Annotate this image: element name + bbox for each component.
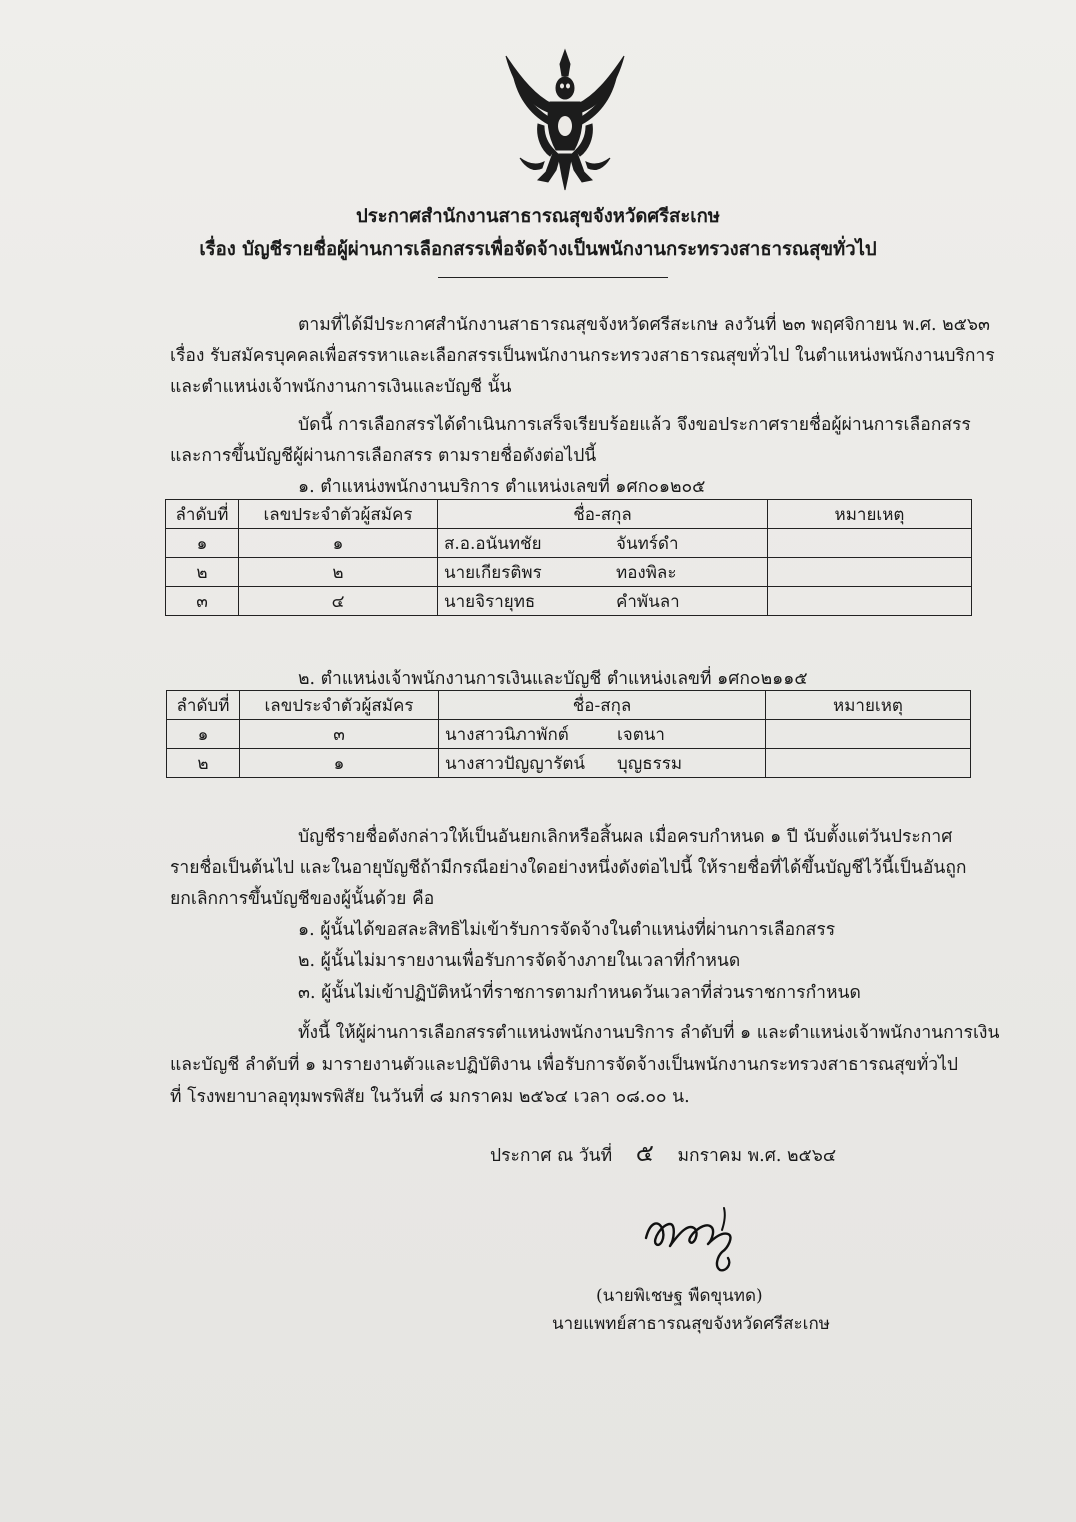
section2-table [166,690,971,778]
header-divider [438,277,668,278]
column-header-applicant-no: เลขประจำตัวผู้สมัคร [239,500,438,529]
report-line-2: และบัญชี ลำดับที่ ๑ มารายงานตัวและปฏิบัติงาน เพื่อรับการจัดจ้างเป็นพนักงานกระทรวงสาธารณสุขทั่วไป [170,1055,959,1075]
announcement-title: ประกาศสำนักงานสาธารณสุขจังหวัดศรีสะเกษ [355,206,721,227]
handwritten-signature [640,1198,750,1278]
first-name: นางสาวปัญญารัตน์ [445,753,586,774]
date-day: ๕ [635,1139,654,1167]
applicant-no-cell: ๓ [240,720,439,749]
garuda-emblem-icon [498,46,632,194]
table-row [166,558,972,587]
signatory-position: นายแพทย์สาธารณสุขจังหวัดศรีสะเกษ [552,1314,830,1334]
column-header-applicant-no: เลขประจำตัวผู้สมัคร [240,691,439,720]
order-cell: ๒ [166,558,239,587]
applicant-no-cell: ๒ [239,558,438,587]
table-header-row [166,500,972,529]
name-cell [438,558,768,587]
column-header-order: ลำดับที่ [166,500,239,529]
column-header-name: ชื่อ-สกุล [439,691,766,720]
name-cell [438,587,768,616]
announcement-subject: เรื่อง บัญชีรายชื่อผู้ผ่านการเลือกสรรเพื่อจัดจ้างเป็นพนักงานกระทรวงสาธารณสุขทั่วไป [199,239,877,260]
announce-line-1: บัดนี้ การเลือกสรรได้ดำเนินการเสร็จเรียบร้อยแล้ว จึงขอประกาศรายชื่อผู้ผ่านการเลือกสรร [298,415,971,435]
column-header-remark: หมายเหตุ [766,691,971,720]
intro-line-3: และตำแหน่งเจ้าพนักงานการเงินและบัญชี นั้น [170,377,512,397]
column-header-remark: หมายเหตุ [768,500,972,529]
date-line [490,1133,836,1172]
first-name: นายเกียรติพร [444,562,542,583]
name-cell [439,720,766,749]
table-row [167,749,971,778]
table-row [166,587,972,616]
order-cell: ๒ [167,749,240,778]
remark-cell [768,529,972,558]
applicant-no-cell: ๑ [239,529,438,558]
remark-cell [768,587,972,616]
order-cell: ๑ [167,720,240,749]
column-header-order: ลำดับที่ [167,691,240,720]
first-name: ส.อ.อนันทชัย [444,533,542,554]
section1-heading: ๑. ตำแหน่งพนักงานบริการ ตำแหน่งเลขที่ ๑ศก๐๑๒๐๕ [298,477,706,497]
remark-cell [766,720,971,749]
condition-1: ๑. ผู้นั้นได้ขอสละสิทธิไม่เข้ารับการจัดจ้างในตำแหน่งที่ผ่านการเลือกสรร [298,920,836,940]
last-name: ทองพิละ [616,562,677,583]
report-line-1: ทั้งนี้ ให้ผู้ผ่านการเลือกสรรตำแหน่งพนักงานบริการ ลำดับที่ ๑ และตำแหน่งเจ้าพนักงานการเงิน [298,1023,1000,1043]
applicant-no-cell: ๑ [240,749,439,778]
condition-2: ๒. ผู้นั้นไม่มารายงานเพื่อรับการจัดจ้างภายในเวลาที่กำหนด [298,951,741,971]
section2-heading: ๒. ตำแหน่งเจ้าพนักงานการเงินและบัญชี ตำแหน่งเลขที่ ๑ศก๐๒๑๑๕ [298,669,808,689]
report-line-3: ที่ โรงพยาบาลอุทุมพรพิสัย ในวันที่ ๘ มกราคม ๒๕๖๔ เวลา ๐๘.๐๐ น. [170,1087,690,1107]
table-header-row [167,691,971,720]
validity-line-1: บัญชีรายชื่อดังกล่าวให้เป็นอันยกเลิกหรือสิ้นผล เมื่อครบกำหนด ๑ ปี นับตั้งแต่วันประกาศ [298,827,953,847]
remark-cell [768,558,972,587]
announce-line-2: และการขึ้นบัญชีผู้ผ่านการเลือกสรร ตามรายชื่อดังต่อไปนี้ [170,446,597,466]
first-name: นายจิรายุทธ [444,591,536,612]
signatory-name: (นายพิเชษฐ พืดขุนทด) [596,1286,763,1306]
order-cell: ๑ [166,529,239,558]
condition-3: ๓. ผู้นั้นไม่เข้าปฏิบัติหน้าที่ราชการตามกำหนดวันเวลาที่ส่วนราชการกำหนด [298,983,861,1003]
last-name: บุญธรรม [617,753,683,774]
name-cell [439,749,766,778]
name-cell [438,529,768,558]
section1-table [165,499,972,616]
last-name: จันทร์ดำ [616,533,679,554]
date-rest: มกราคม พ.ศ. ๒๕๖๔ [677,1146,837,1166]
table-row [167,720,971,749]
first-name: นางสาวนิภาพักต์ [445,724,569,745]
applicant-no-cell: ๔ [239,587,438,616]
date-prefix: ประกาศ ณ วันที่ [490,1146,613,1166]
remark-cell [766,749,971,778]
last-name: คำพันลา [616,591,680,612]
last-name: เจตนา [617,724,665,745]
column-header-name: ชื่อ-สกุล [438,500,768,529]
order-cell: ๓ [166,587,239,616]
intro-line-1: ตามที่ได้มีประกาศสำนักงานสาธารณสุขจังหวัดศรีสะเกษ ลงวันที่ ๒๓ พฤศจิกายน พ.ศ. ๒๕๖๓ [298,315,990,335]
validity-line-2: รายชื่อเป็นต้นไป และในอายุบัญชีถ้ามีกรณีอย่างใดอย่างหนึ่งดังต่อไปนี้ ให้รายชื่อที่ได้ขึ้นบัญชีไว้นี้เป็นอันถูก [170,858,967,878]
validity-line-3: ยกเลิกการขึ้นบัญชีของผู้นั้นด้วย คือ [170,889,435,909]
intro-line-2: เรื่อง รับสมัครบุคคลเพื่อสรรหาและเลือกสรรเป็นพนักงานกระทรวงสาธารณสุขทั่วไป ในตำแหน่งพนักงานบริการ [170,346,995,366]
table-row [166,529,972,558]
